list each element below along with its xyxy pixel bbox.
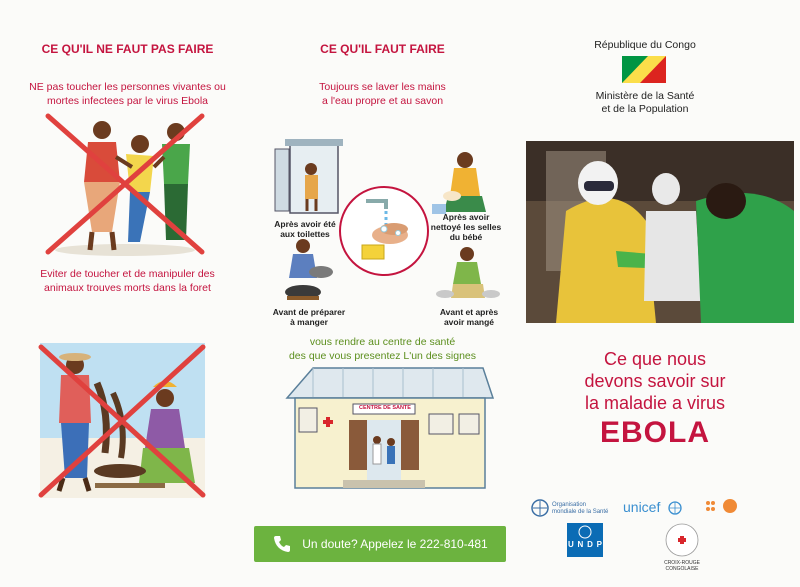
caption-cooking-line-2: à manger [290,317,328,327]
caption-baby-line-3: du bébé [449,232,483,242]
title-line-2: devons savoir sur [584,371,726,391]
touching-sick-people-illustration [40,112,210,257]
hotline-banner[interactable] [254,526,506,562]
title-line-1: Ce que nous [603,349,707,369]
health-note-line-1: vous rendre au centre de santé [309,336,456,348]
undp-letters [568,540,602,549]
red-cross-text: CROIX-ROUGE CONGOLAISE [664,560,700,572]
who-logo-text [552,502,622,516]
hotline-text: Un doute? Appelez le 222-810-481 [302,537,488,551]
congo-flag-icon [622,56,666,83]
who-line-2: mondiale de la Santé [552,509,609,515]
undp-letter-p: P [596,540,602,549]
caption-baby-line-2: nettoyé les selles [430,222,502,232]
caption-toilet-line-2: aux toilettes [280,229,330,239]
dont-rule-2 [0,267,255,295]
dont-heading: CE QU'IL NE FAUT PAS FAIRE [41,42,214,56]
unicef-globe-icon [668,501,682,515]
health-center-note [255,335,510,363]
ministry-name [570,90,720,116]
who-logo-icon [531,499,549,517]
ebola-title: EBOLA [600,416,710,449]
dead-animals-illustration [35,343,210,503]
red-cross-logo-icon [664,522,700,558]
dont-rule-1-line-2: mortes infectees par le virus Ebola [46,95,209,107]
caption-eating-line-1: Avant et après [439,307,499,317]
middle-panel-do [255,0,510,587]
handwashing-illustration [338,185,430,277]
health-workers-photo [526,141,794,323]
dont-rule-1 [0,80,255,108]
undp-letter-u: U [568,540,574,549]
undp-letter-d: D [587,540,593,549]
caption-eating-line-2: avoir mangé [443,317,495,327]
cooking-illustration [275,236,345,304]
dont-rule-2-line-1: Eviter de toucher et de manipuler des [40,268,215,280]
caption-toilet-line-1: Après avoir été [274,219,336,229]
dont-rule-1-line-1: NE pas toucher les personnes vivantes ou [29,81,226,93]
right-panel-cover [510,0,800,587]
unicef-logo: unicef [623,499,661,515]
clinic-sign: CENTRE DE SANTE [359,405,411,411]
left-panel-dont [0,0,255,587]
caption-eating [425,307,513,327]
dont-rule-2-line-2: animaux trouves morts dans la foret [44,282,211,294]
unfpa-logo-icon [702,498,742,516]
cover-title [510,348,800,452]
title-line-3: la maladie a virus [584,393,726,413]
health-note-line-2: des que vous presentez L'un des signes [288,350,477,362]
ministry-line-2: et de la Population [601,103,689,115]
do-heading: CE QU'IL FAUT FAIRE [320,42,445,56]
baby-care-illustration [430,148,500,218]
eating-illustration [435,244,503,304]
handwash-instruction [255,80,510,108]
caption-baby [426,212,506,242]
health-center-illustration [283,364,495,494]
caption-baby-line-1: Après avoir [442,212,490,222]
who-line-1: Organisation [552,502,587,508]
phone-icon [272,534,292,554]
handwash-line-1: Toujours se laver les mains [319,81,446,93]
ministry-line-1: Ministère de la Santé [595,90,695,102]
caption-cooking-line-1: Avant de préparer [272,307,346,317]
toilet-illustration [265,137,345,217]
country-name: République du Congo [594,39,696,51]
handwash-line-2: a l'eau propre et au savon [321,95,444,107]
caption-cooking [259,307,359,327]
undp-letter-n: N [577,540,584,549]
